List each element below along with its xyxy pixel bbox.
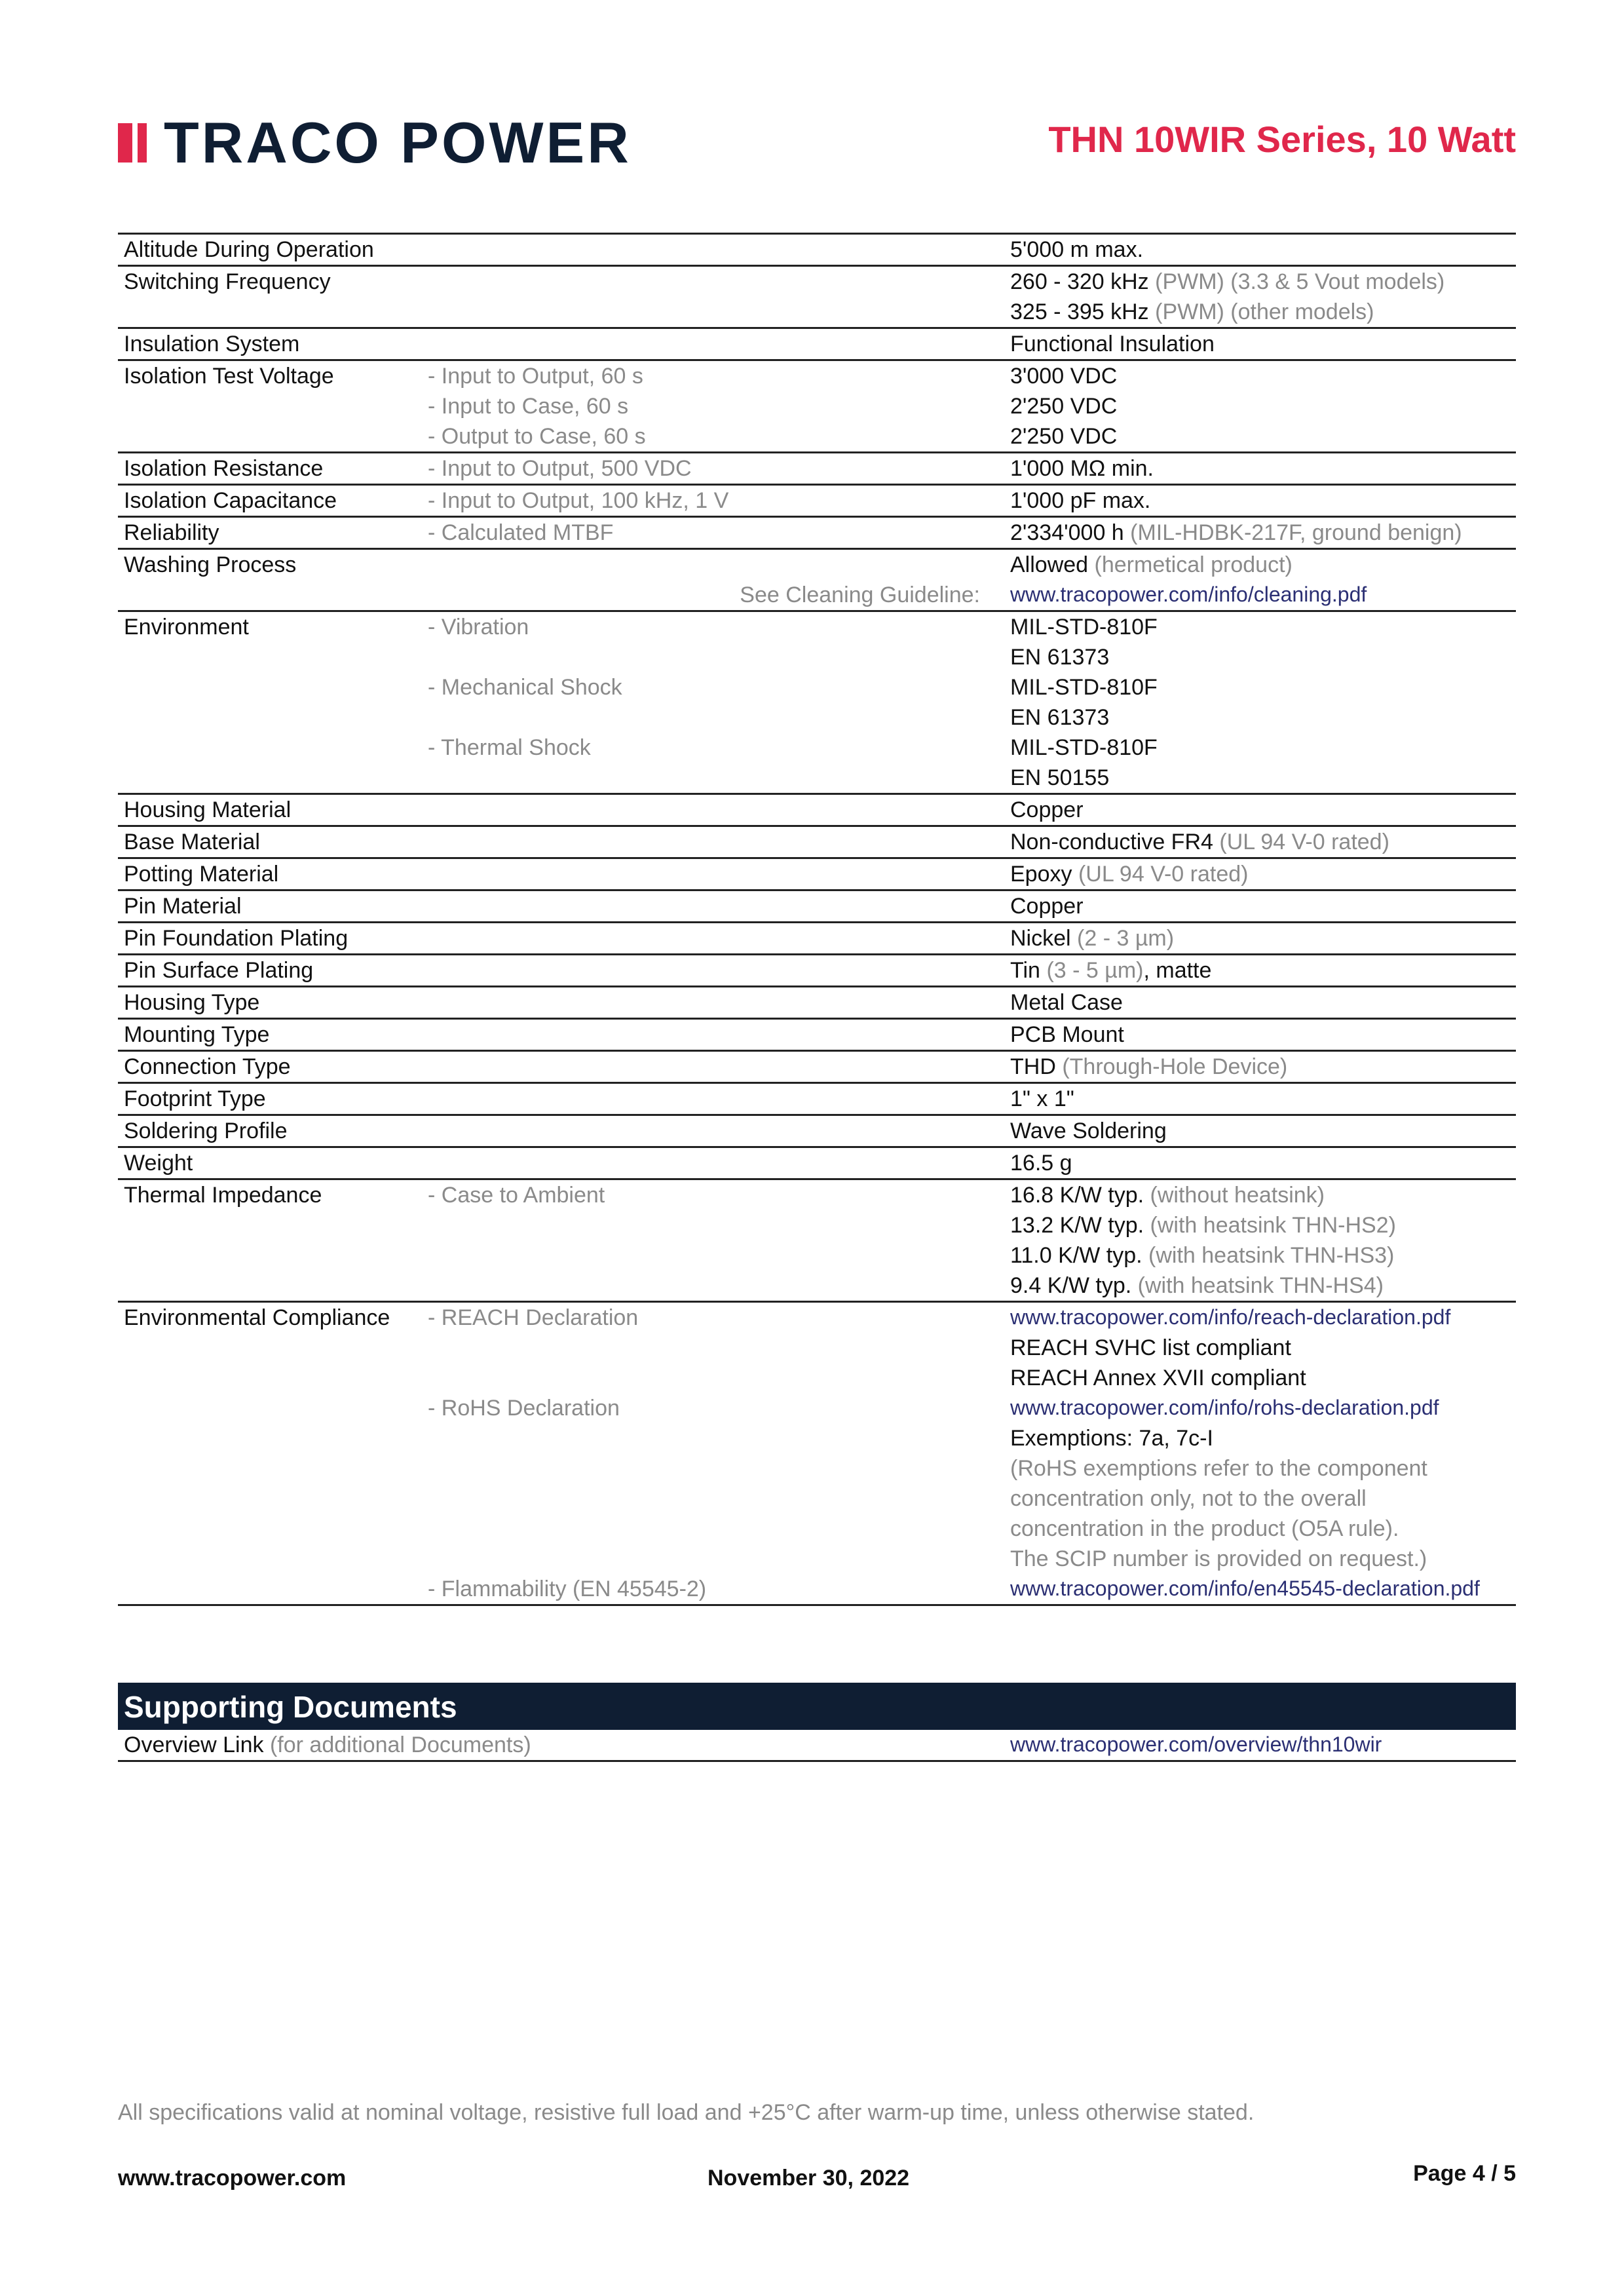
spec-value-cell [1010,830,1389,855]
spec-value-cell [1010,615,1158,640]
series-title: THN 10WIR Series, 10 Watt [1048,119,1516,160]
spec-row-pin-surface-plating [118,955,1516,987]
spec-line [118,580,1516,610]
spec-value: Wave Soldering [1010,1119,1167,1143]
spec-value: 11.0 K/W typ. [1010,1243,1142,1268]
spec-value-cell [1010,1546,1427,1572]
spec-label: Connection Type [124,1054,291,1079]
spec-value-cell [1010,862,1249,887]
spec-link[interactable]: www.tracopower.com/info/reach-declaration.pdf [1010,1305,1451,1329]
spec-value-cell [1010,1516,1399,1542]
spec-row-pin-foundation-plating [118,923,1516,955]
spec-value: Epoxy [1010,862,1072,887]
spec-line [118,453,1516,484]
spec-condition: - Calculated MTBF [428,520,614,545]
spec-value: Allowed [1010,552,1089,577]
spec-value: Exemptions: 7a, 7c-I [1010,1426,1213,1451]
spec-value: Metal Case [1010,990,1123,1015]
spec-value: REACH SVHC list compliant [1010,1335,1291,1360]
spec-note: (RoHS exemptions refer to the component [1010,1456,1427,1481]
spec-value: 325 - 395 kHz [1010,299,1149,324]
spec-value: Non-conductive FR4 [1010,830,1213,854]
spec-value-cell [1010,735,1158,761]
spec-value-cell [1010,1426,1213,1451]
spec-line [118,235,1516,265]
spec-line [118,1574,1516,1604]
spec-condition: - REACH Declaration [428,1305,639,1330]
spec-row-potting-material [118,859,1516,891]
logo-bars-icon [118,123,147,163]
spec-label: Insulation System [124,332,300,356]
spec-value-cell [1010,394,1117,419]
spec-line [118,795,1516,825]
footer-date: November 30, 2022 [708,2166,910,2191]
spec-line [118,1393,1516,1423]
spec-row-washing-process [118,550,1516,612]
spec-condition: See Cleaning Guideline: [740,583,980,607]
spec-label: Washing Process [124,552,297,577]
spec-value: Copper [1010,894,1084,919]
spec-value-cell [1010,958,1211,984]
spec-value-cell [1010,1086,1074,1112]
spec-value: EN 61373 [1010,705,1110,730]
spec-label: Base Material [124,830,260,854]
spec-value: 2'334'000 h [1010,520,1124,545]
spec-line [118,1180,1516,1210]
spec-line [118,550,1516,580]
spec-row-housing-type [118,987,1516,1020]
spec-line [118,702,1516,733]
spec-value: REACH Annex XVII compliant [1010,1366,1306,1390]
spec-value-cell [1010,990,1123,1016]
spec-link[interactable]: www.tracopower.com/info/en45545-declaration.pdf [1010,1577,1480,1600]
traco-power-logo [118,110,632,175]
spec-value: Tin [1010,958,1040,983]
spec-row-mounting-type [118,1020,1516,1052]
spec-note: (with heatsink THN-HS4) [1137,1273,1384,1298]
spec-row-isolation-resistance [118,453,1516,486]
spec-label: Thermal Impedance [124,1183,322,1208]
spec-value: Functional Insulation [1010,332,1215,356]
spec-line [118,1483,1516,1514]
footnote: All specifications valid at nominal voltage, resistive full load and +25°C after warm-up time, unless otherwise stated. [118,2100,1255,2125]
brand-name: TRACO POWER [164,110,632,175]
spec-condition: - Vibration [428,615,529,640]
spec-label: Pin Surface Plating [124,958,314,983]
spec-row-isolation-capacitance [118,486,1516,518]
spec-condition: - Mechanical Shock [428,675,622,700]
spec-line [118,763,1516,793]
spec-line [118,1240,1516,1271]
spec-value: 5'000 m max. [1010,237,1144,262]
footer-website-link[interactable]: www.tracopower.com [118,2166,347,2191]
spec-value-cell [1010,552,1293,578]
spec-condition: - Input to Output, 100 kHz, 1 V [428,488,729,513]
spec-value: 9.4 K/W typ. [1010,1273,1132,1298]
spec-line [118,1544,1516,1574]
spec-link[interactable]: www.tracopower.com/info/cleaning.pdf [1010,583,1367,606]
spec-line [118,1116,1516,1146]
spec-value-cell [1010,705,1109,731]
row-label-note: (for additional Documents) [269,1732,531,1757]
overview-link-row [118,1730,1516,1762]
spec-line [118,1210,1516,1240]
spec-note: (2 - 3 µm) [1077,926,1175,951]
spec-value-cell [1010,1151,1072,1176]
specifications-table [118,233,1516,1606]
spec-value-cell [1010,269,1445,295]
spec-value-cell [1010,675,1158,700]
spec-value-cell [1010,1243,1394,1269]
spec-value-cell [1010,520,1462,546]
spec-line [118,827,1516,857]
spec-value: EN 50155 [1010,765,1110,790]
spec-row-isolation-test-voltage [118,361,1516,453]
spec-value: 16.8 K/W typ. [1010,1183,1144,1208]
spec-value: 13.2 K/W typ. [1010,1213,1144,1238]
spec-condition: - Output to Case, 60 s [428,424,646,449]
spec-condition: - Thermal Shock [428,735,591,760]
spec-label: Environment [124,615,249,640]
spec-value-cell [1010,1486,1367,1512]
spec-value-cell [1010,488,1150,514]
spec-note: (PWM) (other models) [1155,299,1374,324]
spec-line [118,1052,1516,1082]
spec-line [118,1514,1516,1544]
spec-label: Housing Type [124,990,260,1015]
spec-value-cell [1010,926,1174,951]
spec-value-cell [1010,237,1143,263]
spec-line [118,923,1516,953]
spec-row-weight [118,1148,1516,1180]
spec-value: MIL-STD-810F [1010,735,1158,760]
spec-note: The SCIP number is provided on request.) [1010,1546,1427,1571]
spec-line [118,733,1516,763]
spec-row-environment [118,612,1516,795]
spec-value: MIL-STD-810F [1010,675,1158,700]
spec-line [118,361,1516,391]
spec-row-housing-material [118,795,1516,827]
spec-value-cell [1010,1119,1167,1144]
spec-value-cell [1010,424,1117,450]
spec-value-cell [1010,456,1154,482]
spec-label: Pin Material [124,894,242,919]
spec-line [118,1453,1516,1483]
spec-value: 1'000 pF max. [1010,488,1151,513]
spec-value-cell [1010,1456,1427,1482]
spec-label: Isolation Test Voltage [124,364,334,389]
spec-line [118,1148,1516,1178]
spec-row-connection-type [118,1052,1516,1084]
overview-link[interactable]: www.tracopower.com/overview/thn10wir [1010,1732,1382,1756]
spec-line [118,987,1516,1018]
spec-value: MIL-STD-810F [1010,615,1158,640]
spec-label: Environmental Compliance [124,1305,390,1330]
spec-row-environmental-compliance [118,1303,1516,1606]
spec-value: 16.5 g [1010,1151,1072,1176]
spec-suffix: , matte [1143,958,1212,983]
page-number: Page 4 / 5 [1413,2161,1516,2186]
spec-label: Altitude During Operation [124,237,374,262]
spec-line [118,642,1516,672]
spec-line [118,297,1516,327]
supporting-documents-header [118,1683,1516,1730]
spec-line [118,329,1516,359]
spec-line [118,421,1516,451]
spec-label: Weight [124,1151,193,1176]
spec-condition: - RoHS Declaration [428,1396,620,1421]
spec-link[interactable]: www.tracopower.com/info/rohs-declaration.pdf [1010,1396,1439,1419]
spec-line [118,1084,1516,1114]
spec-value-cell [1010,894,1084,919]
spec-value-cell [1010,1022,1124,1048]
spec-note: concentration in the product (O5A rule). [1010,1516,1399,1541]
spec-line [118,955,1516,985]
spec-condition: - Case to Ambient [428,1183,605,1208]
spec-line [118,486,1516,516]
spec-label: Reliability [124,520,219,545]
spec-line [118,1333,1516,1363]
spec-label: Housing Material [124,797,292,822]
spec-value-cell [1010,645,1109,670]
spec-note: (3 - 5 µm) [1046,958,1144,983]
spec-row-reliability [118,518,1516,550]
spec-line [118,391,1516,421]
spec-value-cell [1010,364,1117,389]
spec-value: THD [1010,1054,1056,1079]
spec-label: Mounting Type [124,1022,270,1047]
spec-value: PCB Mount [1010,1022,1124,1047]
spec-row-footprint-type [118,1084,1516,1116]
spec-label: Switching Frequency [124,269,331,294]
spec-line [118,1271,1516,1301]
spec-row-altitude [118,235,1516,267]
spec-value-cell [1010,797,1084,823]
spec-value: EN 61373 [1010,645,1110,670]
spec-value: Copper [1010,797,1084,822]
spec-note: (Through-Hole Device) [1062,1054,1288,1079]
spec-value: 1" x 1" [1010,1086,1074,1111]
spec-value-cell [1010,1213,1396,1238]
spec-line [118,672,1516,702]
spec-value-cell [1010,1366,1306,1391]
spec-note: (MIL-HDBK-217F, ground benign) [1130,520,1462,545]
spec-condition: - Input to Output, 500 VDC [428,456,692,481]
spec-row-pin-material [118,891,1516,923]
spec-value-cell [1010,1273,1384,1299]
spec-value: 3'000 VDC [1010,364,1118,389]
spec-line [118,1363,1516,1393]
supporting-documents-table [118,1730,1516,1762]
spec-row-base-material [118,827,1516,859]
spec-line [118,1303,1516,1333]
spec-note: (without heatsink) [1150,1183,1325,1208]
spec-value: 2'250 VDC [1010,424,1118,449]
spec-label: Footprint Type [124,1086,266,1111]
spec-line [118,612,1516,642]
spec-line [118,1423,1516,1453]
spec-note: concentration only, not to the overall [1010,1486,1367,1511]
spec-label: Potting Material [124,862,279,887]
spec-row-switching-frequency [118,267,1516,329]
spec-value: 260 - 320 kHz [1010,269,1149,294]
page-header [118,105,1516,177]
spec-note: (PWM) (3.3 & 5 Vout models) [1155,269,1445,294]
spec-label: Pin Foundation Plating [124,926,349,951]
spec-row-thermal-impedance [118,1180,1516,1303]
spec-value-cell [1010,1183,1325,1208]
spec-line [118,267,1516,297]
spec-note: (with heatsink THN-HS2) [1150,1213,1396,1238]
spec-condition: - Input to Case, 60 s [428,394,629,419]
spec-value-cell [1010,765,1109,791]
spec-value-cell [1010,1335,1291,1361]
row-label: Overview Link (for additional Documents) [124,1732,531,1757]
spec-value-cell [1010,332,1215,357]
spec-line [118,859,1516,889]
spec-label: Isolation Capacitance [124,488,337,513]
spec-note: (with heatsink THN-HS3) [1148,1243,1395,1268]
spec-row-insulation-system [118,329,1516,361]
spec-value-cell [1010,299,1374,325]
spec-condition: - Input to Output, 60 s [428,364,643,389]
spec-line [118,1020,1516,1050]
spec-condition: - Flammability (EN 45545-2) [428,1577,707,1601]
spec-label: Soldering Profile [124,1119,288,1143]
spec-line [118,891,1516,921]
spec-value: 1'000 MΩ min. [1010,456,1154,481]
spec-value: 2'250 VDC [1010,394,1118,419]
spec-value: Nickel [1010,926,1071,951]
spec-row-soldering-profile [118,1116,1516,1148]
spec-note: (UL 94 V-0 rated) [1078,862,1249,887]
spec-line [118,518,1516,548]
section-title: Supporting Documents [124,1690,457,1724]
spec-value-cell [1010,1054,1287,1080]
spec-label: Isolation Resistance [124,456,324,481]
spec-note: (UL 94 V-0 rated) [1219,830,1389,854]
spec-note: (hermetical product) [1094,552,1293,577]
